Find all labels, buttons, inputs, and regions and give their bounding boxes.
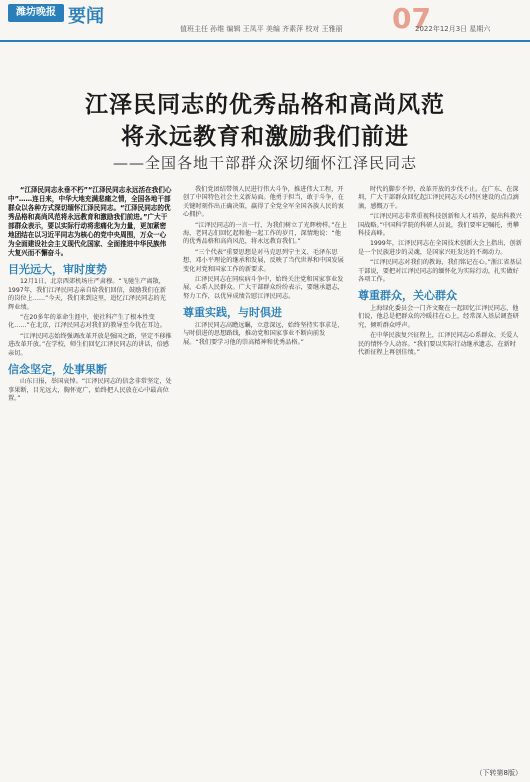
section-heading: 尊重实践，与时俱进 <box>183 306 282 320</box>
paragraph: 上海绿化委员会一门齐文聚在一起回忆江泽民同志，他们说，他总是把群众的冷暖挂在心上，经常深入基层调查研究，倾听群众呼声。 <box>358 304 519 329</box>
editor-credits: 值班主任 孙维 编辑 王凤平 美编 齐素萍 校对 王雅丽 <box>180 25 343 33</box>
subheadline: ——全国各地干部群众深切缅怀江泽民同志 <box>112 154 417 172</box>
lead-paragraph: “江泽民同志永垂不朽”“江泽民同志永远活在我们心中”……连日来，中华大地充满悲痛之情，全国各地干部群众以各种方式深切缅怀江泽民同志。“江泽民同志的优秀品格和高尚风范将永远教育和激励我们前进。”广大干部群众表示，要以实际行动将悲痛化为力量，更加紧密地团结在以习近平同志为核心的党中央周围，万众一心为全面建设社会主义现代化国家、全面推进中华民族伟大复兴而不懈奋斗。 <box>8 186 172 257</box>
section-title: 要闻 <box>68 6 104 27</box>
continued-note: （下转第8版） <box>475 769 522 777</box>
paragraph: 12月1日，北京西郊机场庄严肃穆。“飞驰生产离散，1997年，我们江泽民同志亲自给我们回信，鼓励我们在新的岗位上……”今天，我们来到这里，追忆江泽民同志的光辉业绩。 <box>8 278 167 311</box>
paragraph: 时代的脚步不停，改革开放的步伐不止。在广东、在深圳，广大干部群众回忆起江泽民同志关心特区建设的点点滴滴，感慨万千。 <box>358 186 519 210</box>
issue-date: 2022年12月3日 星期六 <box>415 25 491 33</box>
article-column-1 <box>8 186 172 406</box>
paragraph: 山东日报，举国哀悼。“江泽民同志的信念非常坚定，处事果断，目光远大，胸怀宽广，始终把人民放在心中最高位置。” <box>8 378 172 403</box>
section-heading: 信念坚定，处事果断 <box>8 363 107 377</box>
paragraph: 在中华民族复兴征程上，江泽民同志心系群众、关爱人民的情怀令人动容。“我们要以实际行动继承遗志，在新时代新征程上再创佳绩。” <box>358 332 519 356</box>
article-column-2 <box>183 186 347 349</box>
paragraph: 江泽民同志在同疾病斗争中，始终关注党和国家事业发展，心系人民群众。广大干部群众纷纷表示，要继承遗志，努力工作，以优异成绩告慰江泽民同志。 <box>183 276 344 300</box>
headline-line-1: 江泽民同志的优秀品格和高尚风范 <box>85 91 445 118</box>
section-heading: 尊重群众，关心群众 <box>358 289 457 303</box>
paragraph: 江泽民同志高瞻远瞩，立意深远，始终坚持实事求是、与时俱进的思想路线，推动党和国家事业不断向前发展。“我们要学习他的崇高精神和优秀品格。” <box>183 321 344 346</box>
page-number: 07 <box>392 2 431 35</box>
paragraph: “江泽民同志的一言一行，为我们树立了光辉榜样。”在上海，老同志们回忆起和他一起工作的岁月，深情地说：“他的优秀品格和高尚风范，将永远教育我们。” <box>183 221 347 246</box>
paragraph: 我们党团结带领人民进行伟大斗争，推进伟大工程，开创了中国特色社会主义新局面。他勇于担当，敢于斗争，在关键时刻作出正确决策，赢得了全党全军全国各族人民的衷心拥护。 <box>183 186 344 219</box>
paragraph: “三个代表”重要思想是对马克思列宁主义、毛泽东思想、邓小平理论的继承和发展，反映了当代世界和中国发展变化对党和国家工作的新要求。 <box>183 248 344 273</box>
paragraph: “在20多年的革命生涯中，使社科产生了根本性变化……”在北京，江泽民同志对我们的教导至今犹在耳边。 <box>8 314 166 330</box>
paragraph: “江泽民同志非常重视科技创新和人才培养，提出科教兴国战略。”中国科学院的科研人员说，我们要牢记嘱托，勇攀科技高峰。 <box>358 213 522 238</box>
section-heading: 目光远大，审时度势 <box>8 263 107 276</box>
newspaper-logo: 潍坊晚报 <box>8 4 64 22</box>
masthead <box>0 0 530 42</box>
paragraph: “江泽民同志对我们的教诲，我们铭记在心。”浙江省基层干部说，要把对江泽民同志的缅怀化为实际行动，扎实做好各项工作。 <box>358 259 522 284</box>
article-column-3 <box>358 186 522 359</box>
header-divider <box>0 40 530 42</box>
paragraph: “江泽民同志始终强调改革开放是强国之路，坚定不移推进改革开放。”在学校，师生们回忆江泽民同志的讲话，倍感亲切。 <box>8 332 172 357</box>
headline-line-2: 将永远教育和激励我们前进 <box>121 123 409 150</box>
paragraph: 1999年，江泽民同志在全国技术创新大会上指出，创新是一个民族进步的灵魂，是国家兴旺发达的不竭动力。 <box>358 240 522 256</box>
